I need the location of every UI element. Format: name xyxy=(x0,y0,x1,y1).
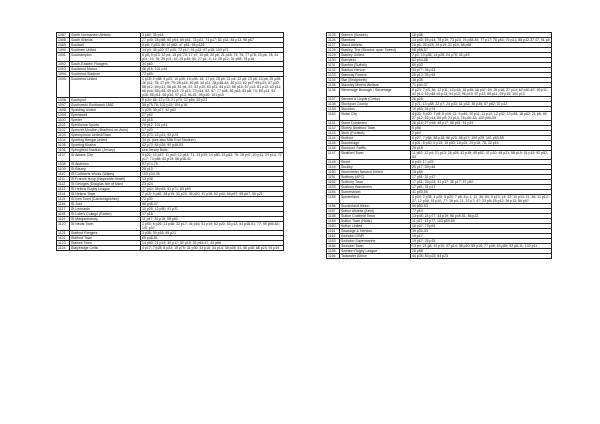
entry-id: 1144 xyxy=(327,136,340,141)
entry-name: South Shields xyxy=(70,38,141,43)
entry-name: Southwick/ Southwick 1882 xyxy=(70,103,141,108)
entry-id: 1124 xyxy=(57,246,70,251)
entry-id: 1137 xyxy=(327,97,340,102)
entry-name: Stoke City xyxy=(340,112,411,121)
entry-name: Southam United xyxy=(70,48,141,53)
table-row xyxy=(327,112,552,121)
entry-name: St Georges (Douglas Isle of Man) xyxy=(70,182,141,187)
entry-references: 17 p44; 38 p63; 51 p71; 83 p50 xyxy=(141,187,284,192)
entry-references: 36 p75-78; 102 p15; 104 p16 xyxy=(141,103,284,108)
entry-references: 29 p17; 39 p16 xyxy=(411,165,552,170)
entry-name: St Ives Town (Cambridgeshire) xyxy=(70,197,141,202)
table-row xyxy=(57,77,284,98)
entry-id: 1107 xyxy=(57,153,70,162)
entry-id: 1098 xyxy=(57,108,70,113)
entry-name: Southend Manor xyxy=(70,67,141,72)
table-row xyxy=(327,88,552,97)
entry-references: 17 p51; 31 p17 xyxy=(411,185,552,190)
left-index-table xyxy=(56,32,284,251)
entry-references: 1 p53; 6 p26; 21 p46; 32 p17; 44 p16; 51 p19; 52 p20; 53 p13; 54 p48-51; 77; 95 p59-63; 101 p37 xyxy=(141,222,284,231)
entry-id: 1087 xyxy=(57,33,70,38)
entry-references: 26 p58 xyxy=(411,249,552,254)
entry-references: 6 p27; 7 p58; 58 p18; 96 p20; 98 p17; 100 p25; 101 p53-55 xyxy=(411,136,552,141)
entry-id: 1092 xyxy=(57,62,70,67)
entry-name: Southall xyxy=(70,43,141,48)
entry-references: 27 p52 xyxy=(141,113,284,118)
entry-name: St Francis Hosp (Haywards Heath) xyxy=(70,177,141,182)
entry-id: 1093 xyxy=(57,67,70,72)
entry-name: Stewart & Lloyds (Corby) xyxy=(340,97,411,102)
entry-name: Spennymoor United/Town xyxy=(70,133,141,138)
entry-references: 13 p45; 24 p77; 34 p19; 56 p49-51; 86 p22 xyxy=(411,214,552,219)
entry-name: South-Eastern Rangers xyxy=(70,62,141,67)
entry-references: 6 p40; 17 p25 xyxy=(411,160,552,165)
entry-name: Speedwell xyxy=(70,113,141,118)
entry-name: Stotfold xyxy=(340,136,411,141)
entry-id: 1143 xyxy=(327,131,340,136)
entry-id: 1121 xyxy=(57,231,70,236)
entry-id: 1153 xyxy=(327,185,340,190)
entry-id: 1146 xyxy=(327,146,340,151)
entry-references: 65 p48-51 xyxy=(141,236,284,241)
entry-references: 98 p58-57 xyxy=(411,48,552,53)
entry-references: 103 p34-35 xyxy=(141,172,284,177)
entry-id: 1116 xyxy=(57,202,70,207)
entry-name: Stand Athletic xyxy=(340,43,411,48)
entry-id: 1166 xyxy=(327,254,340,259)
entry-name: Staveley Miners Welfare xyxy=(340,83,411,88)
entry-references: 46 p15; 101 p16 xyxy=(141,67,284,72)
entry-id: 1096 xyxy=(57,98,70,103)
entry-id: 1090 xyxy=(57,48,70,53)
entry-name: Sutton United xyxy=(340,224,411,229)
entry-name: St Leonards xyxy=(70,207,141,212)
entry-name: Stansfeld xyxy=(340,58,411,63)
entry-references: 17 p51; 26 p24; 31 p17; 36 p17; 47 p50 xyxy=(411,180,552,185)
entry-name: Sunderland xyxy=(340,195,411,204)
left-column xyxy=(56,32,284,251)
entry-references: 14 p3; 45 p20; 57 p20; 72 p17; 91 p22; 97 p18; 103 p71 xyxy=(141,48,284,53)
entry-id: 1117 xyxy=(57,207,70,212)
entry-references: 38 p35 xyxy=(411,78,552,83)
entry-references: 72 p69 xyxy=(141,72,284,77)
entry-id: 1088 xyxy=(57,38,70,43)
entry-id: 1109 xyxy=(57,167,70,172)
entry-references: 18 p85 xyxy=(411,170,552,175)
table-row xyxy=(57,246,284,251)
entry-references: 21 p70; 42 p21; 92 p23 xyxy=(141,133,284,138)
entry-references: 34 p60 xyxy=(141,62,284,67)
entry-references: 26 p4; 26 p18; 29 p19; 31 p19; 88 p68 xyxy=(411,43,552,48)
entry-name: Spelthorne Sports xyxy=(70,123,141,128)
entry-id: 1134 xyxy=(327,78,340,83)
entry-name: Stevenage Borough / Stevenage xyxy=(340,88,411,97)
entry-id: 1161 xyxy=(327,229,340,234)
entry-references: 11 p52; 12 p4; 21 p13; 26 p28; 42 p18; 45 p52; 47 p20; 49 p21; 58 p19; 91 p19; 92 p52-53 xyxy=(411,151,552,160)
entry-name: Street xyxy=(340,160,411,165)
entry-id: 1151 xyxy=(327,175,340,180)
entry-id: 1145 xyxy=(327,141,340,146)
entry-name: Stanton (Suffolk) xyxy=(340,63,411,68)
entry-references: 39 p30-33 xyxy=(411,229,552,234)
entry-id: 1156 xyxy=(327,204,340,209)
entry-references: 17 p16 xyxy=(141,212,284,217)
entry-id: 1142 xyxy=(327,126,340,131)
entry-references: 9 p20; 16 p47; 11 p42; 12 p64; 71; 13 p33; 14 p80; 15 p63; 76; 16 p47; 20 p11; 23 p14; 72 p17; 73 p86; 83 p19; 85 p38-41 xyxy=(142,153,282,161)
entry-references: 76 p12; 101 p31 xyxy=(141,123,284,128)
entry-name: Star (Bridgnorth) xyxy=(340,78,411,83)
entry-references: 19 p53; 31 p74 xyxy=(411,107,552,112)
entry-name: Spencer Moulton (Bradford-on-Avon) xyxy=(70,128,141,133)
entry-name: Sudbury Town xyxy=(340,180,411,185)
entry-name: Tadcaster Albion xyxy=(340,254,411,259)
entry-references: 17 p20 xyxy=(141,128,284,133)
entry-references: see Jersey Bulls xyxy=(141,148,284,153)
entry-id: 1089 xyxy=(57,43,70,48)
entry-id: 1119 xyxy=(57,217,70,222)
entry-id: 1102 xyxy=(57,128,70,133)
entry-id: 1108 xyxy=(57,162,70,167)
entry-references: 11 p27; 13 p77; 103 p59-59 xyxy=(411,219,552,224)
entry-name: Sutton Coldfield Town xyxy=(340,214,411,219)
entry-id: 1097 xyxy=(57,103,70,108)
entry-id: 1103 xyxy=(57,133,70,138)
entry-id: 1115 xyxy=(57,197,70,202)
entry-id: 1138 xyxy=(327,102,340,107)
entry-name: Swinton Rugby League xyxy=(340,249,411,254)
entry-name: Stourport Swifts xyxy=(340,146,411,151)
entry-name: Stamford xyxy=(340,38,411,43)
entry-references: 16 p38 xyxy=(411,33,552,38)
entry-id: 1147 xyxy=(327,151,340,160)
entry-name: Sporting Khalsa xyxy=(70,143,141,148)
entry-id: 1159 xyxy=(327,219,340,224)
entry-references: 44 p15 xyxy=(141,118,284,123)
entry-name: Spelter xyxy=(70,118,141,123)
entry-id: 1163 xyxy=(327,239,340,244)
entry-id: 1154 xyxy=(327,190,340,195)
entry-references: 26 p16; 27 p18; 46 p17; 58 p51; 51 p19 xyxy=(411,121,552,126)
right-index-table xyxy=(326,32,552,259)
entry-id: 1158 xyxy=(327,214,340,219)
entry-id: 1125 xyxy=(327,33,340,38)
entry-id: 1101 xyxy=(57,123,70,128)
entry-name: Spalding United xyxy=(70,108,141,113)
entry-name: Studley xyxy=(340,165,411,170)
entry-name: Sturminster Newton United xyxy=(340,170,411,175)
entry-references: 13 p4; 21 p8; 25 p10; 37 p14; 38 p10; 55 p16; 77 p48; 83 p59; 92 p8-11; 102 p11 xyxy=(411,244,552,249)
entry-references: 62 p44-58 xyxy=(411,58,552,63)
entry-id: 1128 xyxy=(327,48,340,53)
entry-id: 1111 xyxy=(57,177,70,182)
entry-id: 1155 xyxy=(327,195,340,204)
entry-id: 1106 xyxy=(57,148,70,153)
entry-name: St Helens Rugby League xyxy=(70,187,141,192)
entry-name: Stoney Stratford Town xyxy=(340,126,411,131)
entry-name: Sporting Bengal United xyxy=(70,138,141,143)
entry-id: 1162 xyxy=(327,234,340,239)
entry-id: 1141 xyxy=(327,121,340,126)
entry-name: Stanley United xyxy=(340,53,411,58)
entry-name: Southend Stadium xyxy=(70,72,141,77)
entry-references: 3 p38; 39 p16; 49 p21 xyxy=(141,231,284,236)
entry-references: 2 p64 xyxy=(411,131,552,136)
table-row xyxy=(327,195,552,204)
entry-references: 29 p18 xyxy=(411,146,552,151)
entry-name: Stamco (Sussex) xyxy=(340,33,411,38)
entry-references: 72 p30 xyxy=(141,197,284,202)
table-row xyxy=(57,38,284,43)
entry-id: 1095 xyxy=(57,77,70,98)
entry-id: 1129 xyxy=(327,53,340,58)
entry-name: Sunderland Albion xyxy=(340,204,411,209)
entry-name: St Luke's College (Exeter) xyxy=(70,212,141,217)
entry-name: Swindon Town xyxy=(340,244,411,249)
entry-id: 1100 xyxy=(57,118,70,123)
table-row xyxy=(327,254,552,259)
entry-references: 26 p25 xyxy=(411,97,552,102)
entry-name: Staines Town xyxy=(70,241,141,246)
entry-name: St Helens Town xyxy=(70,192,141,197)
entry-references: 6 p8; 9 p13; 12 p4; 15 p4; 70; 17 p7; 19 p8; 20 p6; 21 p45; 73; 75; 77 p78; 23 p6; 78; 24 p11; 22; 76; 25 p11; 42; 26 p45; 50; 27 p1; 4; 11; 28 p12; 31 p58; 78 p16 xyxy=(141,53,284,62)
entry-name: Sutton Town (Notts) xyxy=(340,219,411,224)
entry-references: 5 p6; 7 p53; 80 14 p82; 47 p51; 55 p126 xyxy=(141,43,284,48)
entry-references: 13 p38 xyxy=(141,177,284,182)
entry-references: 19 p17; 25 p15 xyxy=(411,239,552,244)
entry-references: 1 p18; 2 p58; 5 p20; 10 p35; 15 p33; 16; 17 p4; 20 p9; 21 p4; 22 p8; 23 p8; 24 p6; 25 p28; 26 p11; 78; 27 p9; 79; 28 p18; 30 p8; 34 p11; 38 p38-44; 40 p13; 62 p47; 65 p23; 67 p32; 68 p12; 69 p11; 58 p8; 51 p4; 67; 62 p10; 63 p11; 64 p12; 66 p16; 67 p13; 81 p12; 63 p11; 66 p44; 68 p18; 69 p13; 70 p13; 73 p14; 62; 67; 77 p48; 82 p63; 83 p8; 74; 89 p14; 92 p16; 95 p14; 96 p14; 97 p13; 94-51; 99 p10; 101 p10 xyxy=(141,77,284,98)
entry-name: St Albans City xyxy=(70,153,141,162)
entry-id: 1094 xyxy=(57,72,70,77)
entry-name: Southampton xyxy=(70,53,141,62)
entry-name: Stockport County xyxy=(340,102,411,107)
entry-id: 1149 xyxy=(327,165,340,170)
entry-id: 1131 xyxy=(327,63,340,68)
entry-references: 5 p56 xyxy=(411,126,552,131)
table-row xyxy=(57,222,284,231)
entry-id: 1110 xyxy=(57,172,70,177)
entry-id: 1099 xyxy=(57,113,70,118)
entry-id: 1139 xyxy=(327,107,340,112)
entry-name: Stafford Rangers xyxy=(70,231,141,236)
entry-id: 1118 xyxy=(57,212,70,217)
entry-references: 7 p15; 9 p62; 38 p19; 31 p20; 35 p20; 41 p18; 62 p44; 66 p67; 95 p67; 96 p21 xyxy=(141,192,284,197)
entry-id: 1123 xyxy=(57,241,70,246)
entry-id: 1135 xyxy=(327,83,340,88)
entry-name: Sudbury (AFC) xyxy=(340,175,411,180)
entry-id: 1120 xyxy=(57,222,70,231)
entry-references: 16 p37; 73 p54 xyxy=(411,224,552,229)
entry-references: 71 p34-37 xyxy=(411,83,552,88)
table-row xyxy=(57,53,284,62)
entry-id: 1133 xyxy=(327,73,340,78)
entry-name: Southend United xyxy=(70,77,141,98)
entry-name: Springfield Stadium (Jersey) xyxy=(70,148,141,153)
table-row xyxy=(57,192,284,197)
entry-name: St Just xyxy=(70,202,141,207)
entry-id: 1164 xyxy=(327,244,340,249)
table-row xyxy=(57,153,284,162)
entry-references: 34 p1 (see also Mile End Stadium) xyxy=(141,138,284,143)
entry-references: 14 p50; 21 p13; 30 p17; 32 p15; 33 p44-47; 42 p66 xyxy=(141,241,284,246)
entry-references: 2 p71; 13 p38; 22 p7; 24 p33; 31 p32; 35 p35; 87 p52; 37 p12 xyxy=(411,102,552,107)
entry-name: Stafford Town xyxy=(70,236,141,241)
entry-references: 86 p45-47 xyxy=(141,202,284,207)
entry-references: 4 p31; 6 p40; 9 p15; 15 p53; 18 p21; 29 p15; 78; 32 p15 xyxy=(411,141,552,146)
entry-references: 8 p34; 66; 17 p73; 21 p79; 37 p54; 52 p23 xyxy=(141,98,284,103)
entry-id: 1091 xyxy=(57,53,70,62)
entry-name: St Blazey xyxy=(70,167,141,172)
entry-id: 1130 xyxy=(327,58,340,63)
entry-references: 33 p77; 36 p13 xyxy=(411,68,552,73)
entry-references: 6 p23; 7 p3; 46; 12 p11; 13 p18; 15 p45; 16 p47; 69; 25 p16; 27 p14; 62 p40-67; 90 p11; 92 p14; 92 p48-93 p13; 94 p12; 96 p19; 97 p12; 98 p11; 99 p10; 100 p10 xyxy=(411,88,552,97)
entry-id: 1160 xyxy=(327,224,340,229)
entry-references: 10 p28; 12 p50; 91 p21 xyxy=(141,207,284,212)
entry-id: 1113 xyxy=(57,187,70,192)
entry-references: 77 p14 xyxy=(411,209,552,214)
entry-references: 19 p17 xyxy=(411,234,552,239)
entry-name: Stratford Town xyxy=(340,151,411,160)
entry-references: 1 p54; 2 p35; 4 p25; 5 p20; 7 p8; 8 p 1; 12, 36, 84; 9 p13, 14; 22; 10 p10, 11, 36; 11 p14; 27; 12 p36; 15 p10; 77; 18 p4; 21; 22 p7; 47; 23 p8; 25 p12; 36 p13; 86 p67 xyxy=(411,195,552,204)
entry-name: Stork (Purfleet) xyxy=(340,131,411,136)
entry-references: 11 p47; 30 p15; 58 p50 xyxy=(141,217,284,222)
entry-id: 1136 xyxy=(327,88,340,97)
entry-name: St Margaretsbury xyxy=(70,217,141,222)
entry-references: 44 p35; 83 p23; 84 p23 xyxy=(411,254,552,259)
entry-id: 1132 xyxy=(327,68,340,73)
entry-id: 1105 xyxy=(57,143,70,148)
entry-name: Southport xyxy=(70,98,141,103)
entry-references: 4 p33; 5 p20; 7 p8; 8 p15; 11; 9 p40; 10 p11; 11 p14; 12 p32; 13 p35; 18 p62; 21 p6; 45; 27 p12; 52 p14; 56 p9; 73 p14; 76 p30-33; 100 p50-59 xyxy=(411,112,552,121)
entry-references: 1 p29; 39 p27; 52 p62 xyxy=(141,108,284,113)
entry-id: 1112 xyxy=(57,182,70,187)
entry-name: Sumerstown xyxy=(340,190,411,195)
table-row xyxy=(327,244,552,249)
right-column xyxy=(326,32,552,259)
entry-name: Stanway Rovers xyxy=(340,73,411,78)
entry-references: 3 p60; 35 p18 xyxy=(141,33,284,38)
entry-references: 42 p70; 84 p16; 90 p48-53 xyxy=(141,143,284,148)
entry-name: Stalybridge Celtic xyxy=(70,246,141,251)
entry-references: 27 p40; 28 p55; 60 p54; 69 p51, 73 p22, 74 p17; 81 p31; 84 p13; 98 p67 xyxy=(141,38,284,43)
entry-name: Swindon GWR xyxy=(340,234,411,239)
entry-references: 87 p74-75 xyxy=(141,162,284,167)
entry-name: Stone Dominoes xyxy=(340,121,411,126)
entry-name: Stockton xyxy=(340,107,411,112)
entry-id: 1165 xyxy=(327,249,340,254)
entry-references: 60 p33 xyxy=(411,63,552,68)
table-row xyxy=(327,151,552,160)
entry-id: 1152 xyxy=(327,180,340,185)
entry-name: St Andrews xyxy=(70,162,141,167)
entry-name: Stanley, The (Berwick upon Tweed) xyxy=(340,48,411,53)
entry-references: 41 p60-55 xyxy=(411,190,552,195)
entry-id: 1122 xyxy=(57,236,70,241)
entry-id: 1104 xyxy=(57,138,70,143)
entry-name: Stanton Hervon xyxy=(340,68,411,73)
entry-name: St Neots Town xyxy=(70,222,141,231)
entry-id: 1150 xyxy=(327,170,340,175)
entry-name: Swindon Supermarine xyxy=(340,239,411,244)
entry-name: Sudbury Wanderers xyxy=(340,185,411,190)
entry-id: 1148 xyxy=(327,160,340,165)
entry-id: 1140 xyxy=(327,112,340,121)
entry-id: 1114 xyxy=(57,192,70,197)
entry-references: 28 p10 xyxy=(141,167,284,172)
entry-id: 1127 xyxy=(327,43,340,48)
entry-references: 17 p51; 31 p17 xyxy=(411,175,552,180)
entry-name: Sutton Athletic (Kent) xyxy=(340,209,411,214)
entry-references: 7 p2; 10 p38; 14 p28; 24 p78; 34 p15 xyxy=(411,53,552,58)
entry-references: 23 p24 xyxy=(141,182,284,187)
entry-references: 13 p40; 65 p14; 78 p19, 73 p23; 76 p38-45; 77 p17; 78 p50; 79 p21; 88 p32-37 47; 91 p5 xyxy=(412,38,550,42)
entry-references: 4 p17; 7 p28; 8 p33; 15 p75; 31 p30; 33 p16; 34 p14; 38 p28; 51; 56 p48; 88 p23; 91 p19 xyxy=(141,246,284,251)
entry-name: Swanage & Herston xyxy=(340,229,411,234)
entry-name: St Cuthberts Works (Wales) xyxy=(70,172,141,177)
entry-references: 25 p10; 35 p15 xyxy=(411,73,552,78)
entry-references: 59 p50-53 xyxy=(411,204,552,209)
entry-id: 1126 xyxy=(327,38,340,43)
entry-name: Stourbridge xyxy=(340,141,411,146)
entry-id: 1157 xyxy=(327,209,340,214)
entry-name: South Normanton Athletic xyxy=(70,33,141,38)
